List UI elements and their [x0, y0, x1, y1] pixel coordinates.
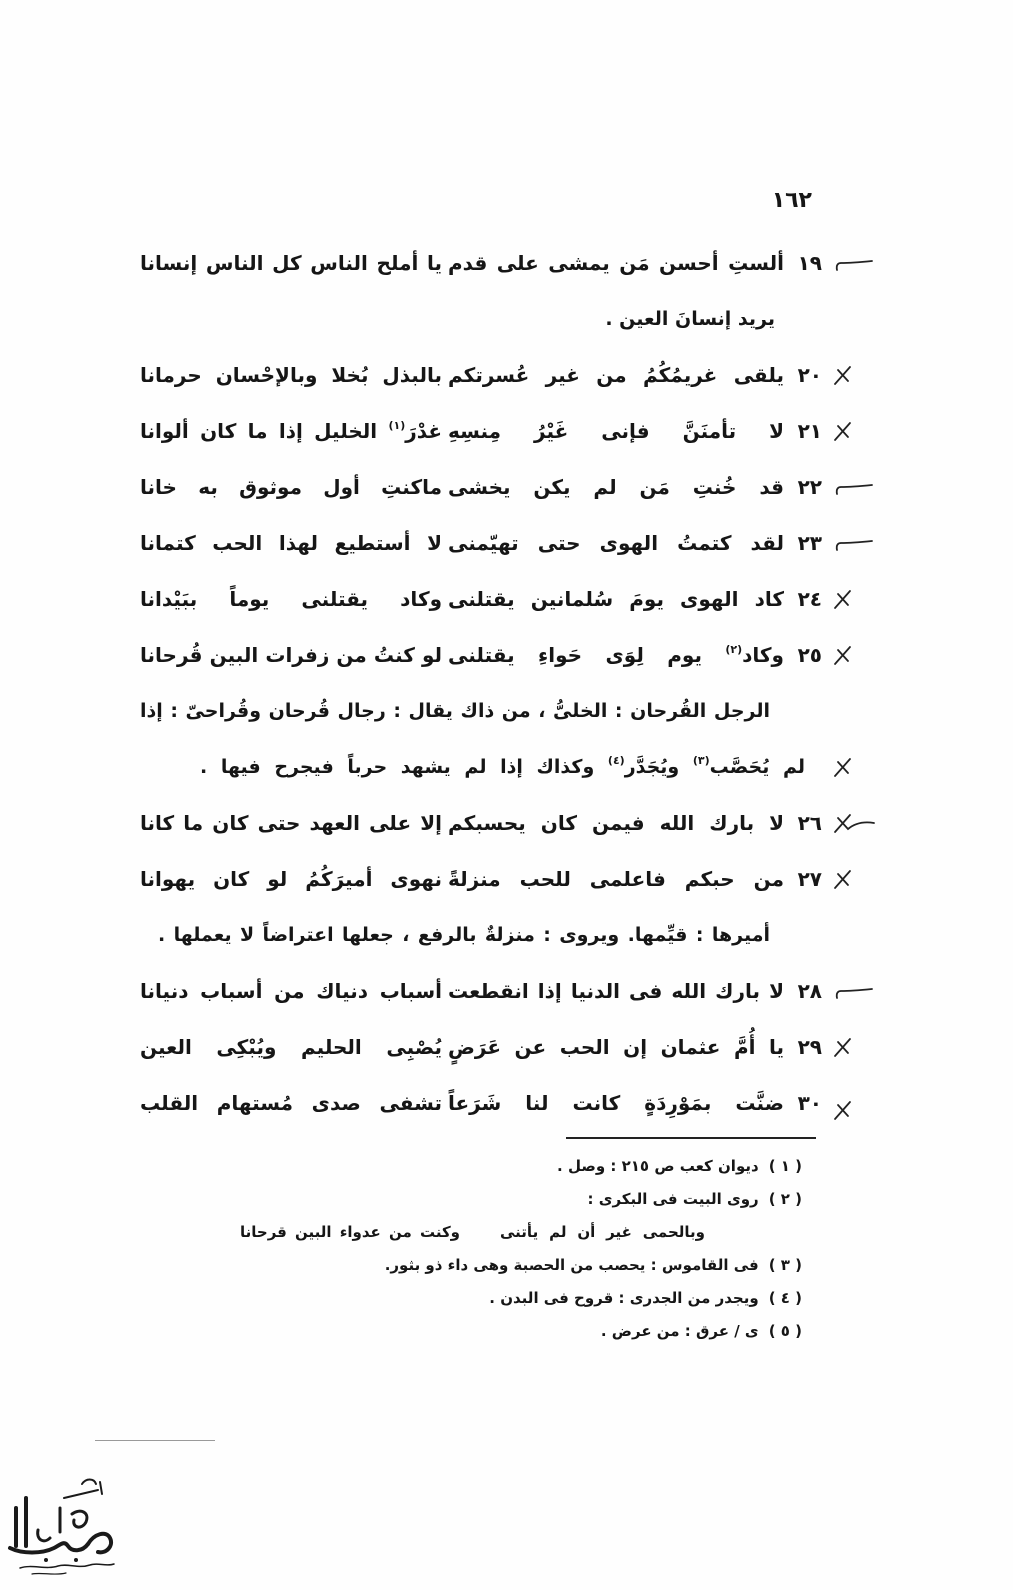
- verse-row: [0, 963, 1013, 1019]
- cross-mark-stroke: [835, 423, 850, 440]
- margin-mark: [832, 812, 876, 836]
- verse-row: [0, 459, 1013, 515]
- first-hemistich: من حبكم فاعلمى للحب منزلةً: [448, 867, 784, 891]
- margin-mark: [832, 364, 876, 388]
- commentary-row: [0, 683, 1013, 739]
- cross-mark-stroke: [835, 591, 850, 608]
- dash-mark-stroke: [837, 485, 872, 494]
- verse-number: ٢٧: [797, 867, 822, 891]
- first-hemistich: لقد كتمتُ الهوى حتى تهيّمنى: [448, 531, 784, 555]
- verse-number: ٢٨: [797, 979, 822, 1003]
- commentary-line: [200, 739, 805, 795]
- cross-mark-icon: [832, 588, 876, 612]
- cross-mark-icon: [832, 420, 876, 444]
- dash-mark-stroke: [837, 261, 872, 270]
- cross-mark-stroke: [835, 759, 850, 776]
- cross-mark-stroke: [835, 367, 850, 384]
- commentary-row: [0, 739, 1013, 795]
- second-hemistich: أسباب دنياك من أسباب دنيانا: [140, 979, 442, 1003]
- margin-mark: [832, 868, 876, 892]
- margin-mark: [832, 1099, 876, 1123]
- footnote-text: ديوان كعب ص ٢١٥ : وصل .: [557, 1157, 759, 1175]
- commentary-line: الرجل القُرحان : الخلىُّ ، من ذاك يقال : رجال قُرحان وقُراحىّ : إذا: [140, 700, 770, 722]
- dash-mark-stroke: [837, 989, 872, 998]
- cross-mark-icon: [832, 644, 876, 668]
- footnote-number: ( ٥ ): [768, 1322, 802, 1340]
- dash-mark-icon: [832, 980, 876, 1004]
- verse-row: [0, 347, 1013, 403]
- commentary-text: وكذاك إذا لم يشهد حرباً فيجرح فيها .: [200, 756, 595, 778]
- verse-number: ٢٤: [797, 587, 822, 611]
- cross-mark-icon: [832, 868, 876, 892]
- cross-mark-stroke: [835, 871, 850, 888]
- first-hemistich: يا أُمَّ عثمان إن الحب عن عَرَضٍ: [448, 1035, 784, 1059]
- cross-scribble-mark-icon: [832, 812, 876, 836]
- second-hemistich: نهوى أميرَكُمُ لو كان يهوانا: [140, 867, 442, 891]
- commentary-row: [0, 291, 1013, 347]
- commentary-line: يريد إنسانَ العين .: [605, 308, 775, 330]
- footnote-ref: (٣): [692, 754, 710, 767]
- verse-row: [0, 403, 1013, 459]
- page-number: ١٦٢: [771, 188, 812, 213]
- cross-mark-stroke: [835, 1039, 850, 1056]
- commentary-word: لم يُحَصَّب: [709, 756, 805, 778]
- commentary-line: أميرها : قيِّمها. ويروى : منزلةٌ بالرفع ، جعلها اعتراضاً لا يعملها .: [158, 924, 770, 946]
- margin-mark: [832, 420, 876, 444]
- footnote: [300, 1249, 802, 1282]
- margin-mark: [832, 1036, 876, 1060]
- margin-mark: [832, 532, 876, 556]
- verse-row: [0, 1075, 1013, 1131]
- first-hemistich: لا بارك الله فى الدنيا إذا انقطعت: [448, 979, 784, 1003]
- verse-number: ٢٣: [797, 531, 822, 555]
- first-hemistich: ألستِ أحسن مَن يمشى على قدم: [448, 251, 784, 275]
- footnote-number: ( ٤ ): [768, 1289, 802, 1307]
- footnote-number: ( ٣ ): [768, 1256, 802, 1274]
- footnote-text: ى / عرق : من عرض .: [600, 1322, 759, 1340]
- margin-mark: [832, 980, 876, 1004]
- verse-row: [0, 627, 1013, 683]
- footnote-text: روى البيت فى البكرى :: [587, 1190, 759, 1208]
- verse-row: [0, 851, 1013, 907]
- verse-number: ٢٢: [797, 475, 822, 499]
- second-hemistich: يا أملح الناس كل الناس إنسانا: [140, 251, 442, 275]
- verse-row: [0, 515, 1013, 571]
- hemistich-word: غدْرَ: [405, 419, 442, 443]
- second-hemistich: ماكنتِ أول موثوق به خانا: [140, 475, 442, 499]
- footnote-text: فى القاموس : يحصب من الحصبة وهى داء ذو بثور.: [384, 1256, 759, 1274]
- commentary-row: [0, 907, 1013, 963]
- verse-row: [0, 1019, 1013, 1075]
- first-hemistich: كاد الهوى يومَ سُلمانين يقتلنى: [448, 587, 784, 611]
- footnote: [300, 1183, 802, 1216]
- second-hemistich: [140, 403, 442, 459]
- first-hemistich: [448, 627, 784, 683]
- footnote-number: ( ٢ ): [768, 1190, 802, 1208]
- margin-mark: [832, 588, 876, 612]
- footnote-text: ويجدر من الجدرى : قروح فى البدن .: [489, 1289, 759, 1307]
- second-hemistich: وكاد يقتلنى يوماً ببَيْدانا: [140, 587, 442, 611]
- commentary-word: ويُجَدَّر: [624, 756, 680, 778]
- verse-row: [0, 795, 1013, 851]
- footnote: [300, 1315, 802, 1348]
- second-hemistich: إلا على العهد حتى كان ما كانا: [140, 811, 442, 835]
- dash-mark-stroke: [837, 541, 872, 550]
- margin-mark: [832, 756, 876, 780]
- cross-mark-icon: [832, 1036, 876, 1060]
- margin-mark: [832, 252, 876, 276]
- verse-number: ١٩: [797, 251, 822, 275]
- hemistich-text: الخليل إذا ما كان ألوانا: [140, 419, 378, 443]
- cross-scribble-mark-stroke: [835, 815, 874, 832]
- hemistich-word: وكاد: [742, 643, 784, 667]
- second-hemistich: يُصْبِى الحليم ويُبْكِى العين: [140, 1035, 442, 1059]
- first-hemistich: لا تأمنَنَّ فإنى غَيْرُ مِنسِهِ: [448, 419, 784, 443]
- footnote: [300, 1150, 802, 1183]
- verse-row: [0, 571, 1013, 627]
- separator-line: [95, 1440, 215, 1441]
- verse-number: ٢٦: [797, 811, 822, 835]
- footnote-ref: (١): [388, 419, 406, 432]
- footnote-verse-second: وكنت من عدواء البين قرحانا: [240, 1223, 460, 1241]
- footnote: [300, 1282, 802, 1315]
- verse-number: ٢٩: [797, 1035, 822, 1059]
- verse-number: ٢٠: [797, 363, 822, 387]
- footnote-verse-first: وبالحمى غير أن لم يأتنى: [500, 1223, 705, 1241]
- cross-mark-stroke: [835, 647, 850, 664]
- margin-mark: [832, 644, 876, 668]
- footnote-ref: (٤): [607, 754, 625, 767]
- verse-number: ٣٠: [797, 1091, 822, 1115]
- verse-number: ٢٥: [797, 643, 822, 667]
- second-hemistich: لا أستطيع لهذا الحب كتمانا: [140, 531, 442, 555]
- margin-mark: [832, 476, 876, 500]
- second-hemistich: لو كنتُ من زفرات البين قُرحانا: [140, 643, 442, 667]
- footnote-rule: [566, 1137, 816, 1139]
- second-hemistich: تشفى صدى مُستهام القلب: [140, 1091, 442, 1115]
- first-hemistich: ضنَّت بمَوْرِدَةٍ كانت لنا شَرَعاً: [448, 1091, 784, 1115]
- verse-number: ٢١: [797, 419, 822, 443]
- calligraphy-logo-icon: [2, 1468, 122, 1586]
- footnote-number: ( ١ ): [768, 1157, 802, 1175]
- dash-mark-icon: [832, 532, 876, 556]
- hemistich-text: يوم لِوَى حَواءِ يقتلنى: [448, 643, 702, 667]
- dash-mark-icon: [832, 252, 876, 276]
- cross-mark-icon: [832, 1099, 876, 1123]
- second-hemistich: بالبذل بُخلا وبالإحْسان حرمانا: [140, 363, 442, 387]
- footnote-ref: (٢): [725, 643, 743, 656]
- first-hemistich: قد خُنتِ مَن لم يكن يخشى: [448, 475, 784, 499]
- cross-mark-icon: [832, 756, 876, 780]
- cross-mark-stroke: [835, 1102, 850, 1119]
- first-hemistich: لا بارك الله فيمن كان يحسبكم: [448, 811, 784, 835]
- dash-mark-icon: [832, 476, 876, 500]
- verse-row: [0, 235, 1013, 291]
- first-hemistich: يلقى غريمُكُمُ من غير عُسرتكم: [448, 363, 784, 387]
- cross-mark-icon: [832, 364, 876, 388]
